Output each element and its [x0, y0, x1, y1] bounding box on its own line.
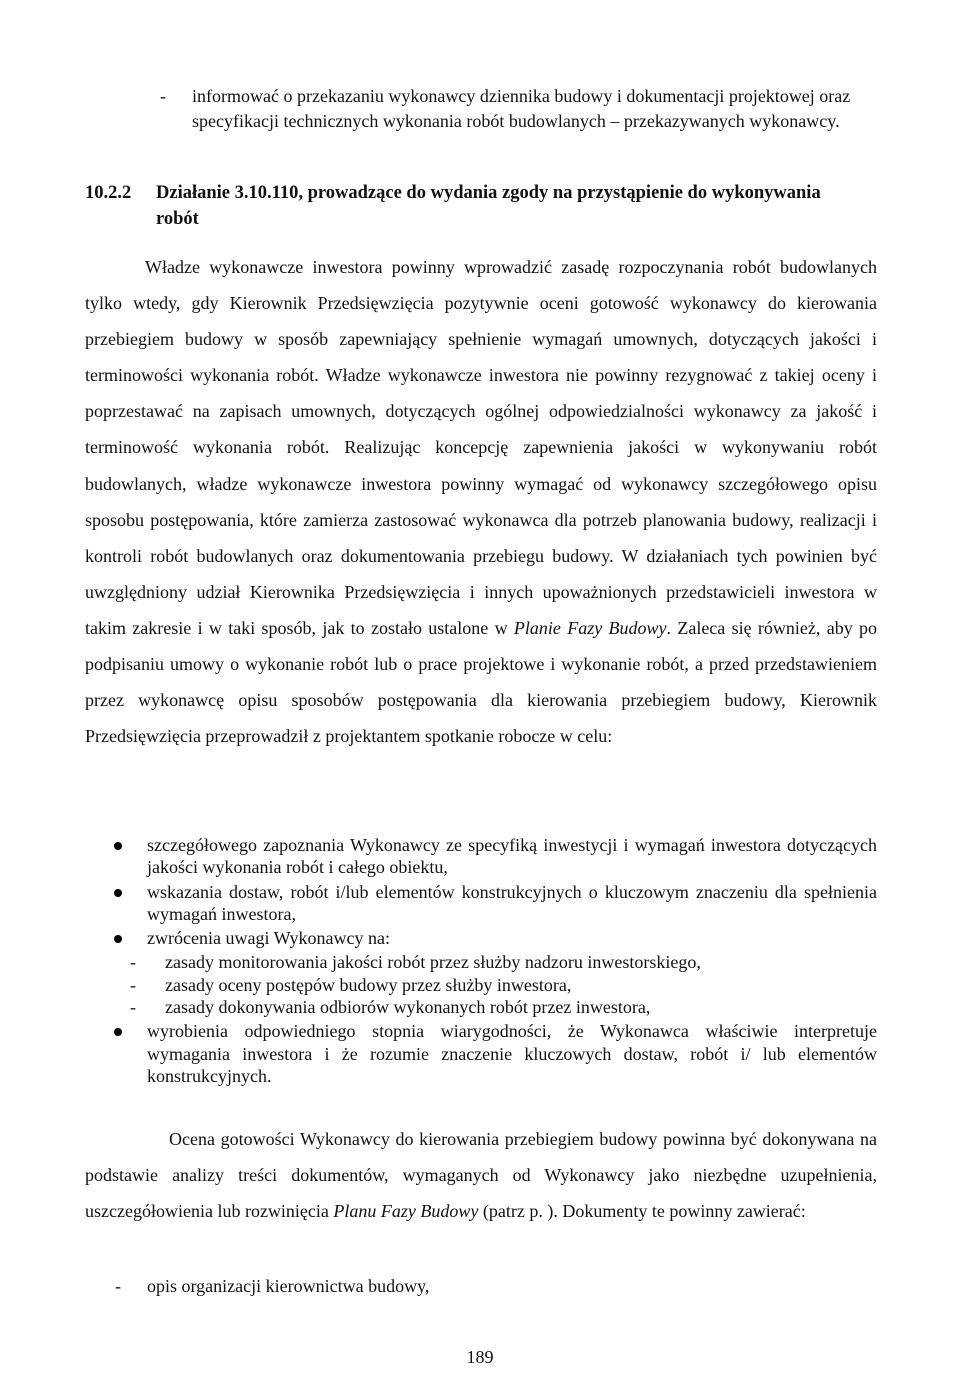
bullet-icon: [114, 889, 122, 897]
intro-text: informować o przekazaniu wykonawcy dziennika budowy i dokumentacji projektowej oraz specyfikacji technicznych wykonania robót budowlanych – przekazywanych wykonawcy.: [192, 86, 851, 131]
paragraph-1-text-a: Władze wykonawcze inwestora powinny wprowadzić zasadę rozpoczynania robót budowlanych tylko wtedy, gdy Kierownik Przedsięwzięcia pozytywnie oceni gotowość wykonawcy do kierowania przebiegiem budowy w sposób zapewniający spełnienie wymagań umownych, dotyczących jakości i terminowości wykonania robót. Władze wykonawcze inwestora nie powinny rezygnować z takiej oceny i poprzestawać na zapisach umownych, dotyczących ogólnej odpowiedzialności wykonawcy za jakość i terminowość wykonania robót. Realizując koncepcję zapewnienia jakości w wykonywaniu robót budowlanych, władze wykonawcze inwestora powinny wymagać od wykonawcy szczegółowego opisu sposobu postępowania, które zamierza zastosować wykonawca dla potrzeb planowania budowy, realizacji i kontroli robót budowlanych oraz dokumentowania przebiegu budowy. W działaniach tych powinien być uwzględniony udział Kierownika Przedsięwzięcia i innych upoważnionych przedstawicieli inwestora w takim zakresie i w taki sposób, jak to zostało ustalone w: [85, 257, 877, 638]
bullet-icon: [114, 1028, 122, 1036]
section-heading: [85, 180, 845, 232]
bullet-icon: [114, 842, 122, 850]
list-item-text: wskazania dostaw, robót i/lub elementów konstrukcyjnych o kluczowym znaczeniu dla spełnienia wymagań inwestora,: [147, 881, 877, 924]
list-item-text: zwrócenia uwagi Wykonawcy na:: [147, 928, 390, 949]
sub-list-item-text: zasady oceny postępów budowy przez służby inwestora,: [165, 974, 572, 995]
dash-marker: -: [130, 997, 136, 1018]
list-item-text: szczegółowego zapoznania Wykonawcy ze specyfiką inwestycji i wymagań inwestora dotyczących jakości wykonania robót i całego obiektu,: [147, 835, 877, 878]
paragraph-2: [85, 1121, 877, 1229]
closing-dash-item: [85, 1274, 429, 1298]
bullet-list: [85, 834, 877, 1089]
list-item-text: wyrobienia odpowiedniego stopnia wiarygodności, że Wykonawca właściwie interpretuje wymagania inwestora i że rozumie znaczenie kluczowych dostaw, robót i/ lub elementów konstrukcyjnych.: [147, 1021, 877, 1086]
dash-marker: -: [130, 952, 136, 973]
paragraph-2-italic: Planu Fazy Budowy: [333, 1201, 479, 1222]
section-title: Działanie 3.10.110, prowadzące do wydania zgody na przystąpienie do wykonywania robót: [156, 183, 821, 229]
paragraph-2-text-a: Ocena gotowości Wykonawcy do kierowania przebiegiem budowy powinna być dokonywana na podstawie analizy treści dokumentów, wymaganych od Wykonawcy jako niezbędne uzupełnienia, uszczegółowienia lub rozwinięcia: [85, 1129, 877, 1222]
sub-list-item: [85, 951, 877, 973]
list-item: [85, 1020, 877, 1087]
sub-list-item-text: zasady dokonywania odbiorów wykonanych robót przez inwestora,: [165, 997, 651, 1018]
paragraph-2-text-b: (patrz p. ). Dokumenty te powinny zawierać:: [482, 1201, 806, 1222]
dash-marker: -: [130, 974, 136, 995]
paragraph-1-italic: Planie Fazy Budowy: [513, 617, 667, 638]
sub-list-item: [85, 974, 877, 996]
list-item: [85, 881, 877, 926]
sub-list-item-text: zasady monitorowania jakości robót przez służby nadzoru inwestorskiego,: [165, 952, 701, 973]
intro-dash-item: [160, 84, 860, 134]
section-number: 10.2.2: [85, 183, 132, 203]
sub-list-item: [85, 996, 877, 1018]
list-item: [85, 927, 877, 949]
bullet-icon: [114, 935, 122, 943]
dash-marker: -: [160, 86, 166, 106]
paragraph-1: [85, 249, 877, 754]
page-number: 189: [466, 1347, 494, 1367]
closing-text: opis organizacji kierownictwa budowy,: [147, 1276, 430, 1296]
dash-marker: -: [115, 1276, 121, 1296]
list-item: [85, 834, 877, 879]
paragraph-1-text-b: . Zaleca się również, aby po podpisaniu umowy o wykonanie robót lub o prace projektowe i wykonanie robót, a przed przedstawieniem przez wykonawcę opisu sposobów postępowania dla kierowania przebiegiem budowy, Kierownik Przedsięwzięcia przeprowadził z projektantem spotkanie robocze w celu:: [85, 617, 878, 747]
